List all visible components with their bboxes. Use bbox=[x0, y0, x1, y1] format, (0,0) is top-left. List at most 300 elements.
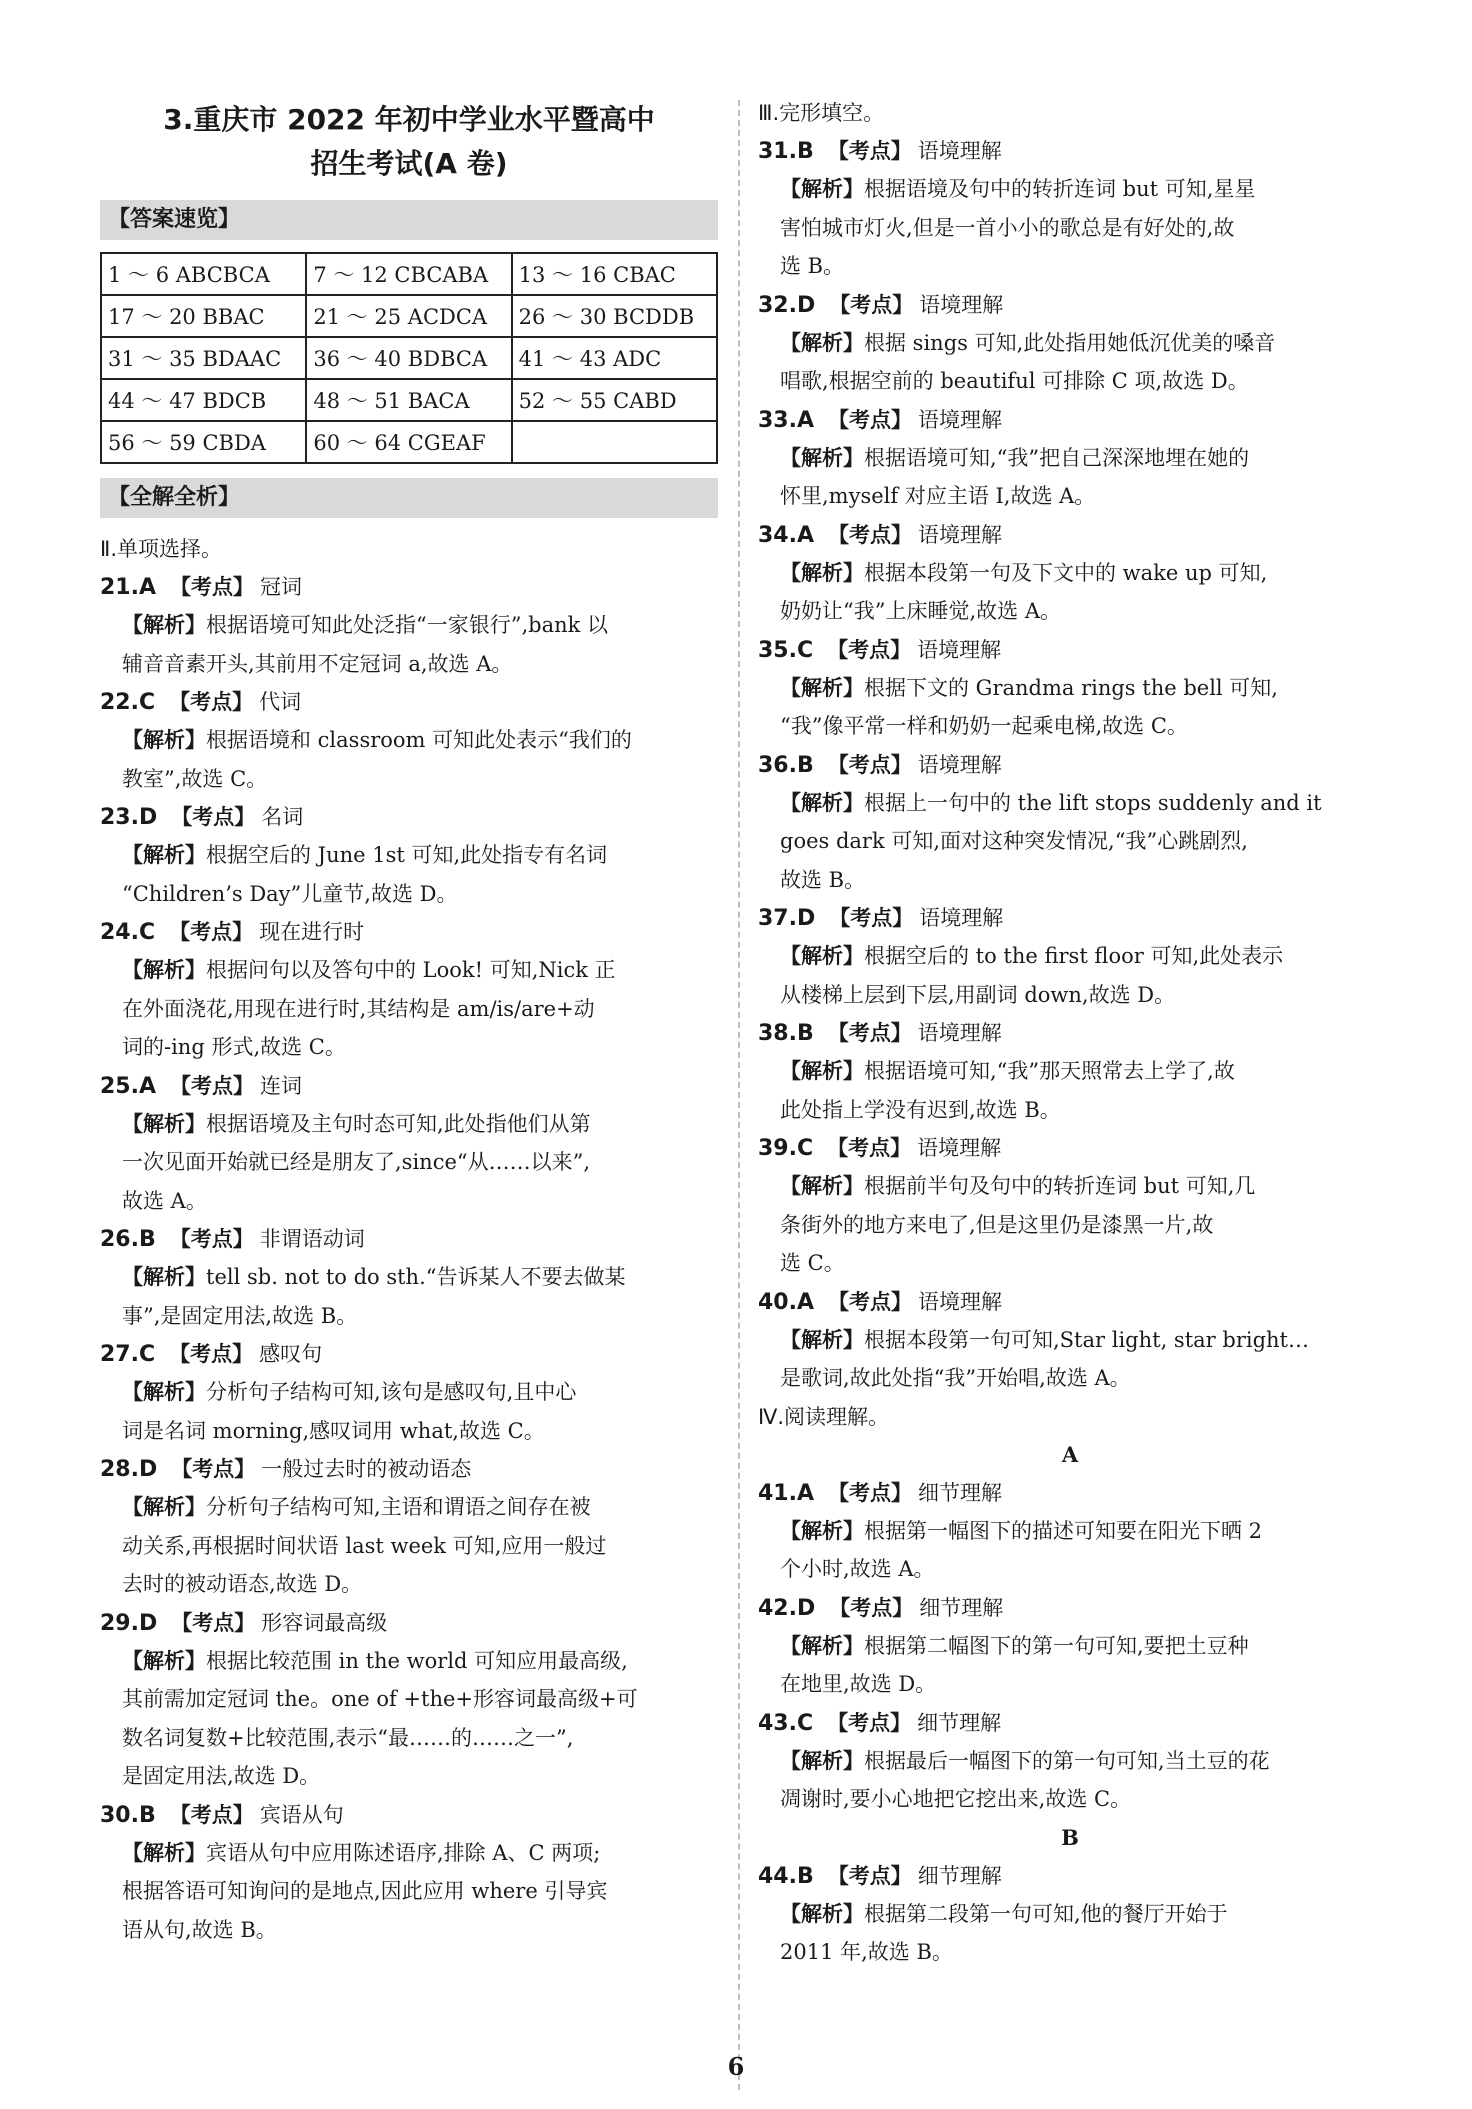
analysis-line bbox=[758, 1895, 1382, 1934]
question-answer: D bbox=[796, 906, 816, 931]
analysis-text: 根据 sings 可知,此处指用她低沉优美的嗓音 bbox=[864, 330, 1276, 355]
question-item bbox=[758, 132, 1382, 286]
analysis-text: 选 C。 bbox=[780, 1251, 845, 1275]
analysis-text: 去时的被动语态,故选 D。 bbox=[122, 1572, 363, 1596]
question-header bbox=[100, 1450, 718, 1488]
question-item bbox=[100, 1335, 718, 1450]
question-answer: C bbox=[796, 637, 814, 663]
question-item bbox=[758, 401, 1382, 516]
question-header bbox=[758, 631, 1382, 669]
jiexi-label: 【解析】 bbox=[122, 1648, 206, 1673]
kaodian-label: 【考点】 bbox=[829, 1595, 914, 1620]
single-choice-items bbox=[100, 568, 718, 1949]
analysis-text: 根据本段第一句及下文中的 wake up 可知, bbox=[864, 560, 1268, 585]
kaodian-label: 【考点】 bbox=[828, 522, 913, 547]
full-analysis-banner: 【全解全析】 bbox=[100, 478, 718, 518]
analysis-line bbox=[758, 784, 1382, 823]
question-topic: 冠词 bbox=[260, 575, 303, 599]
jiexi-label: 【解析】 bbox=[780, 1174, 864, 1198]
question-topic: 语境理解 bbox=[917, 637, 1002, 662]
question-number: 21. bbox=[100, 575, 139, 600]
question-answer: B bbox=[796, 1863, 814, 1889]
jiexi-label: 【解析】 bbox=[780, 445, 864, 470]
analysis-text: 分析句子结构可知,该句是感叹句,且中心 bbox=[206, 1380, 577, 1404]
question-number: 38. bbox=[758, 1021, 797, 1046]
analysis-line bbox=[758, 592, 1382, 631]
analysis-line bbox=[758, 937, 1382, 976]
jiexi-label: 【解析】 bbox=[780, 177, 864, 201]
question-number: 29. bbox=[100, 1610, 139, 1636]
analysis-line bbox=[100, 1488, 718, 1527]
kaodian-label: 【考点】 bbox=[171, 805, 256, 829]
analysis-text: 是固定用法,故选 D。 bbox=[122, 1764, 321, 1788]
kaodian-label: 【考点】 bbox=[169, 1802, 254, 1827]
title-line-2: 招生考试(A 卷) bbox=[310, 147, 508, 180]
jiexi-label: 【解析】 bbox=[780, 944, 864, 968]
jiexi-label: 【解析】 bbox=[780, 1327, 864, 1352]
question-item bbox=[758, 631, 1382, 746]
analysis-line bbox=[100, 990, 718, 1029]
jiexi-label: 【解析】 bbox=[780, 1901, 864, 1926]
question-number: 33. bbox=[758, 407, 797, 433]
analysis-text: 个小时,故选 A。 bbox=[780, 1557, 935, 1581]
question-item bbox=[758, 1704, 1382, 1819]
question-answer: C bbox=[138, 920, 156, 945]
question-answer: B bbox=[796, 752, 814, 778]
question-topic: 语境理解 bbox=[917, 752, 1002, 777]
analysis-text: 其前需加定冠词 the。one of +the+形容词最高级+可 bbox=[122, 1687, 638, 1711]
analysis-text: 奶奶让“我”上床睡觉,故选 A。 bbox=[780, 599, 1061, 623]
question-number: 37. bbox=[758, 906, 797, 931]
question-topic: 语境理解 bbox=[917, 1021, 1002, 1045]
question-number: 36. bbox=[758, 752, 797, 778]
jiexi-label: 【解析】 bbox=[780, 1059, 864, 1083]
analysis-text: “我”像平常一样和奶奶一起乘电梯,故选 C。 bbox=[780, 714, 1188, 738]
question-header bbox=[100, 913, 718, 951]
answer-table-row bbox=[101, 421, 717, 463]
analysis-line bbox=[758, 1359, 1382, 1398]
answer-table-row bbox=[101, 295, 717, 337]
analysis-text: 词是名词 morning,感叹词用 what,故选 C。 bbox=[122, 1418, 545, 1443]
analysis-text: 2011 年,故选 B。 bbox=[780, 1940, 953, 1964]
analysis-line bbox=[758, 1512, 1382, 1551]
question-item bbox=[100, 683, 718, 798]
analysis-line bbox=[100, 1911, 718, 1950]
question-topic: 语境理解 bbox=[918, 1289, 1003, 1314]
analysis-text: 根据上一句中的 the lift stops suddenly and it bbox=[864, 790, 1322, 815]
analysis-text: 根据语境及主句时态可知,此处指他们从第 bbox=[206, 1111, 591, 1136]
analysis-line bbox=[758, 1206, 1382, 1245]
analysis-text: tell sb. not to do sth.“告诉某人不要去做某 bbox=[206, 1265, 626, 1289]
jiexi-label: 【解析】 bbox=[780, 1633, 864, 1658]
jiexi-label: 【解析】 bbox=[122, 1380, 206, 1404]
question-header bbox=[758, 1014, 1382, 1052]
analysis-text: 根据下文的 Grandma rings the bell 可知, bbox=[864, 675, 1278, 700]
analysis-line bbox=[100, 645, 718, 684]
analysis-line bbox=[758, 976, 1382, 1015]
analysis-line bbox=[100, 1143, 718, 1182]
question-answer: C bbox=[796, 1136, 814, 1161]
question-answer: D bbox=[796, 292, 816, 318]
analysis-text: 分析句子结构可知,主语和谓语之间存在被 bbox=[206, 1495, 591, 1519]
answer-overview-banner: 【答案速览】 bbox=[100, 200, 718, 240]
left-column bbox=[100, 98, 718, 1949]
question-item bbox=[758, 1857, 1382, 1972]
analysis-line bbox=[100, 1527, 718, 1566]
analysis-text: 选 B。 bbox=[780, 254, 845, 278]
question-header bbox=[758, 132, 1382, 170]
answer-table-cell: 26 ～ 30 BCDDB bbox=[512, 295, 717, 337]
question-number: 35. bbox=[758, 637, 797, 663]
analysis-line bbox=[758, 209, 1382, 248]
analysis-text: goes dark 可知,面对这种突发情况,“我”心跳剧烈, bbox=[780, 829, 1248, 853]
answer-table-cell: 31 ～ 35 BDAAC bbox=[101, 337, 306, 379]
jiexi-label: 【解析】 bbox=[780, 790, 864, 815]
analysis-text: 怀里,myself 对应主语 I,故选 A。 bbox=[780, 484, 1096, 508]
jiexi-label: 【解析】 bbox=[122, 1111, 206, 1136]
analysis-text: 此处指上学没有迟到,故选 B。 bbox=[780, 1097, 1061, 1122]
question-answer: A bbox=[138, 575, 157, 600]
analysis-text: 辅音音素开头,其前用不定冠词 a,故选 A。 bbox=[122, 651, 513, 676]
question-number: 27. bbox=[100, 1342, 139, 1367]
analysis-line bbox=[758, 324, 1382, 363]
analysis-text: 根据前半句及句中的转折连词 but 可知,几 bbox=[864, 1174, 1256, 1198]
analysis-line bbox=[100, 606, 718, 645]
analysis-line bbox=[758, 1780, 1382, 1819]
analysis-text: 事”,是固定用法,故选 B。 bbox=[122, 1303, 358, 1328]
question-header bbox=[100, 1067, 718, 1105]
analysis-line bbox=[758, 1550, 1382, 1589]
kaodian-label: 【考点】 bbox=[169, 1342, 254, 1366]
analysis-text: 根据语境及句中的转折连词 but 可知,星星 bbox=[864, 177, 1256, 201]
answer-table-cell: 36 ～ 40 BDBCA bbox=[306, 337, 511, 379]
analysis-text: 宾语从句中应用陈述语序,排除 A、C 两项; bbox=[206, 1840, 601, 1865]
analysis-text: 语从句,故选 B。 bbox=[122, 1917, 277, 1942]
question-topic: 宾语从句 bbox=[259, 1802, 344, 1827]
question-header bbox=[100, 683, 718, 721]
answer-table-cell: 56 ～ 59 CBDA bbox=[101, 421, 306, 463]
question-number: 34. bbox=[758, 522, 797, 548]
question-number: 23. bbox=[100, 805, 139, 830]
analysis-line bbox=[100, 1297, 718, 1336]
question-topic: 语境理解 bbox=[918, 522, 1003, 547]
answer-table-cell: 48 ～ 51 BACA bbox=[306, 379, 511, 421]
question-answer: D bbox=[138, 805, 158, 830]
question-item bbox=[100, 568, 718, 683]
question-number: 40. bbox=[758, 1289, 797, 1315]
analysis-line bbox=[100, 1028, 718, 1067]
analysis-line bbox=[100, 951, 718, 990]
question-number: 31. bbox=[758, 139, 797, 164]
analysis-text: 根据第二段第一句可知,他的餐厅开始于 bbox=[864, 1901, 1228, 1926]
question-item bbox=[758, 286, 1382, 401]
jiexi-label: 【解析】 bbox=[780, 1518, 864, 1543]
question-number: 43. bbox=[758, 1710, 797, 1736]
analysis-text: 根据本段第一句可知,Star light, star bright… bbox=[864, 1327, 1309, 1352]
kaodian-label: 【考点】 bbox=[827, 1710, 912, 1735]
analysis-line bbox=[758, 861, 1382, 900]
analysis-line bbox=[100, 1757, 718, 1796]
analysis-line bbox=[100, 721, 718, 760]
analysis-text: 凋谢时,要小心地把它挖出来,故选 C。 bbox=[780, 1787, 1132, 1811]
question-answer: A bbox=[796, 407, 815, 433]
section-heading-cloze: Ⅲ.完形填空。 bbox=[758, 101, 885, 125]
column-divider bbox=[738, 100, 740, 2090]
analysis-text: 根据空后的 June 1st 可知,此处指专有名词 bbox=[206, 843, 608, 867]
question-header bbox=[758, 899, 1382, 937]
jiexi-label: 【解析】 bbox=[122, 843, 206, 867]
kaodian-label: 【考点】 bbox=[827, 752, 912, 777]
question-answer: B bbox=[138, 1227, 156, 1252]
kaodian-label: 【考点】 bbox=[828, 1480, 913, 1505]
right-column bbox=[758, 94, 1382, 1972]
jiexi-label: 【解析】 bbox=[122, 613, 206, 637]
analysis-line bbox=[758, 1052, 1382, 1091]
analysis-line bbox=[758, 247, 1382, 286]
analysis-text: 条街外的地方来电了,但是这里仍是漆黑一片,故 bbox=[780, 1212, 1214, 1237]
question-answer: B bbox=[796, 139, 814, 164]
analysis-text: 词的-ing 形式,故选 C。 bbox=[122, 1035, 346, 1059]
analysis-text: 教室”,故选 C。 bbox=[122, 766, 268, 791]
question-header bbox=[758, 1704, 1382, 1742]
answer-table-row bbox=[101, 253, 717, 295]
analysis-line bbox=[758, 439, 1382, 478]
question-item bbox=[758, 516, 1382, 631]
question-header bbox=[758, 1129, 1382, 1167]
question-header bbox=[758, 1283, 1382, 1321]
question-item bbox=[100, 798, 718, 913]
question-answer: A bbox=[796, 522, 815, 548]
question-topic: 语境理解 bbox=[919, 292, 1004, 317]
analysis-line bbox=[758, 1091, 1382, 1130]
question-number: 28. bbox=[100, 1457, 139, 1482]
question-item bbox=[100, 913, 718, 1067]
question-answer: D bbox=[138, 1457, 158, 1482]
cloze-items bbox=[758, 132, 1382, 1398]
question-answer: C bbox=[138, 690, 156, 715]
question-topic: 一般过去时的被动语态 bbox=[261, 1457, 472, 1481]
analysis-text: 根据第二幅图下的第一句可知,要把土豆种 bbox=[864, 1633, 1249, 1658]
analysis-text: 根据语境和 classroom 可知此处表示“我们的 bbox=[206, 728, 632, 752]
analysis-text: 唱歌,根据空前的 beautiful 可排除 C 项,故选 D。 bbox=[780, 369, 1249, 393]
jiexi-label: 【解析】 bbox=[122, 1840, 206, 1865]
question-header bbox=[758, 286, 1382, 324]
kaodian-label: 【考点】 bbox=[827, 1136, 912, 1160]
question-topic: 现在进行时 bbox=[259, 920, 365, 944]
answer-table-cell: 1 ～ 6 ABCBCA bbox=[101, 253, 306, 295]
question-topic: 语境理解 bbox=[917, 1136, 1002, 1160]
jiexi-label: 【解析】 bbox=[122, 1495, 206, 1519]
question-topic: 语境理解 bbox=[918, 407, 1003, 432]
analysis-line bbox=[100, 1105, 718, 1144]
kaodian-label: 【考点】 bbox=[171, 1610, 256, 1635]
question-answer: A bbox=[796, 1289, 815, 1315]
analysis-line bbox=[758, 1933, 1382, 1972]
question-number: 24. bbox=[100, 920, 139, 945]
analysis-line bbox=[100, 1412, 718, 1451]
question-number: 26. bbox=[100, 1227, 139, 1252]
question-topic: 代词 bbox=[259, 690, 302, 714]
question-topic: 名词 bbox=[261, 805, 304, 829]
analysis-text: 根据第一幅图下的描述可知要在阳光下晒 2 bbox=[864, 1518, 1263, 1543]
question-header bbox=[758, 746, 1382, 784]
question-topic: 语境理解 bbox=[917, 139, 1002, 163]
question-item bbox=[758, 1129, 1382, 1283]
analysis-line bbox=[758, 1244, 1382, 1283]
question-header bbox=[758, 516, 1382, 554]
section-heading-reading: Ⅳ.阅读理解。 bbox=[758, 1404, 890, 1429]
analysis-text: 故选 A。 bbox=[122, 1188, 207, 1213]
analysis-line bbox=[100, 760, 718, 799]
analysis-line bbox=[100, 1373, 718, 1412]
question-answer: D bbox=[796, 1595, 816, 1621]
analysis-line bbox=[100, 1680, 718, 1719]
jiexi-label: 【解析】 bbox=[780, 675, 864, 700]
page-title bbox=[100, 98, 718, 186]
kaodian-label: 【考点】 bbox=[829, 292, 914, 317]
answer-table-row bbox=[101, 337, 717, 379]
analysis-line bbox=[758, 1742, 1382, 1781]
question-item bbox=[100, 1067, 718, 1221]
question-header bbox=[100, 1796, 718, 1834]
answer-table-cell bbox=[512, 421, 717, 463]
kaodian-label: 【考点】 bbox=[827, 1863, 912, 1888]
answer-table-cell: 17 ～ 20 BBAC bbox=[101, 295, 306, 337]
question-answer: B bbox=[796, 1021, 814, 1046]
answer-table bbox=[100, 252, 718, 464]
analysis-text: 根据比较范围 in the world 可知应用最高级, bbox=[206, 1648, 628, 1673]
analysis-text: 故选 B。 bbox=[780, 867, 866, 892]
question-header bbox=[100, 1220, 718, 1258]
jiexi-label: 【解析】 bbox=[780, 560, 864, 585]
jiexi-label: 【解析】 bbox=[122, 958, 206, 982]
question-item bbox=[758, 899, 1382, 1014]
analysis-text: 根据语境可知,“我”把自己深深地埋在她的 bbox=[864, 445, 1250, 470]
question-number: 41. bbox=[758, 1480, 797, 1506]
question-number: 30. bbox=[100, 1802, 139, 1828]
analysis-line bbox=[100, 836, 718, 875]
kaodian-label: 【考点】 bbox=[827, 1021, 912, 1045]
question-answer: A bbox=[796, 1480, 815, 1506]
analysis-text: 根据问句以及答句中的 Look! 可知,Nick 正 bbox=[206, 958, 616, 982]
answer-table-cell: 52 ～ 55 CABD bbox=[512, 379, 717, 421]
question-number: 44. bbox=[758, 1863, 797, 1889]
question-item bbox=[100, 1450, 718, 1604]
question-answer: C bbox=[796, 1710, 814, 1736]
jiexi-label: 【解析】 bbox=[780, 1748, 864, 1773]
analysis-line bbox=[100, 1642, 718, 1681]
question-item bbox=[758, 1474, 1382, 1589]
kaodian-label: 【考点】 bbox=[829, 906, 914, 930]
question-item bbox=[100, 1220, 718, 1335]
analysis-text: 根据语境可知此处泛指“一家银行”,bank 以 bbox=[206, 613, 609, 637]
question-header bbox=[758, 1857, 1382, 1895]
jiexi-label: 【解析】 bbox=[122, 1265, 206, 1289]
analysis-line bbox=[100, 1719, 718, 1758]
question-topic: 细节理解 bbox=[918, 1480, 1003, 1505]
answer-table-cell: 21 ～ 25 ACDCA bbox=[306, 295, 511, 337]
question-topic: 细节理解 bbox=[917, 1863, 1002, 1888]
answer-table-row bbox=[101, 379, 717, 421]
analysis-text: 动关系,再根据时间状语 last week 可知,应用一般过 bbox=[122, 1533, 607, 1558]
question-item bbox=[100, 1604, 718, 1796]
answer-table-cell: 44 ～ 47 BDCB bbox=[101, 379, 306, 421]
analysis-line bbox=[758, 822, 1382, 861]
question-topic: 形容词最高级 bbox=[261, 1610, 388, 1635]
analysis-text: 是歌词,故此处指“我”开始唱,故选 A。 bbox=[780, 1366, 1131, 1390]
question-topic: 细节理解 bbox=[919, 1595, 1004, 1620]
analysis-text: 根据最后一幅图下的第一句可知,当土豆的花 bbox=[864, 1748, 1270, 1773]
analysis-line bbox=[758, 1665, 1382, 1704]
question-topic: 感叹句 bbox=[259, 1342, 323, 1366]
reading-a-items bbox=[758, 1474, 1382, 1819]
analysis-line bbox=[758, 1321, 1382, 1360]
reading-b-items bbox=[758, 1857, 1382, 1972]
kaodian-label: 【考点】 bbox=[170, 1073, 255, 1098]
answer-table-cell: 13 ～ 16 CBAC bbox=[512, 253, 717, 295]
kaodian-label: 【考点】 bbox=[170, 575, 255, 599]
analysis-text: 根据语境可知,“我”那天照常去上学了,故 bbox=[864, 1059, 1235, 1083]
kaodian-label: 【考点】 bbox=[171, 1457, 256, 1481]
analysis-text: “Children’s Day”儿童节,故选 D。 bbox=[122, 881, 458, 906]
question-item bbox=[758, 746, 1382, 900]
question-header bbox=[758, 1474, 1382, 1512]
question-topic: 细节理解 bbox=[917, 1710, 1002, 1735]
kaodian-label: 【考点】 bbox=[169, 690, 254, 714]
section-heading-single-choice: Ⅱ.单项选择。 bbox=[100, 537, 223, 561]
kaodian-label: 【考点】 bbox=[169, 920, 254, 944]
answer-table-cell: 41 ～ 43 ADC bbox=[512, 337, 717, 379]
analysis-line bbox=[100, 1872, 718, 1911]
question-topic: 非谓语动词 bbox=[259, 1227, 365, 1251]
question-number: 25. bbox=[100, 1073, 139, 1099]
question-item bbox=[758, 1283, 1382, 1398]
analysis-text: 在地里,故选 D。 bbox=[780, 1672, 937, 1696]
analysis-line bbox=[758, 707, 1382, 746]
question-item bbox=[758, 1014, 1382, 1129]
question-header bbox=[100, 568, 718, 606]
question-header bbox=[758, 1589, 1382, 1627]
analysis-text: 一次见面开始就已经是朋友了,since“从……以来”, bbox=[122, 1150, 591, 1174]
reading-part-a: A bbox=[1061, 1441, 1079, 1467]
answer-table-cell: 60 ～ 64 CGEAF bbox=[306, 421, 511, 463]
question-header bbox=[100, 1335, 718, 1373]
question-header bbox=[100, 798, 718, 836]
analysis-text: 根据答语可知询问的是地点,因此应用 where 引导宾 bbox=[122, 1879, 608, 1903]
kaodian-label: 【考点】 bbox=[828, 407, 913, 432]
question-item bbox=[100, 1796, 718, 1950]
analysis-line bbox=[100, 875, 718, 914]
analysis-line bbox=[758, 554, 1382, 593]
question-number: 42. bbox=[758, 1595, 797, 1621]
title-line-1: 3.重庆市 2022 年初中学业水平暨高中 bbox=[163, 103, 655, 136]
question-number: 22. bbox=[100, 690, 139, 715]
reading-part-b: B bbox=[1061, 1824, 1079, 1850]
kaodian-label: 【考点】 bbox=[169, 1227, 254, 1251]
answer-table-cell: 7 ～ 12 CBCABA bbox=[306, 253, 511, 295]
kaodian-label: 【考点】 bbox=[827, 637, 912, 662]
analysis-line bbox=[100, 1834, 718, 1873]
page-number: 6 bbox=[727, 2052, 745, 2081]
question-answer: B bbox=[138, 1802, 156, 1828]
analysis-text: 从楼梯上层到下层,用副词 down,故选 D。 bbox=[780, 982, 1176, 1007]
question-topic: 语境理解 bbox=[919, 906, 1004, 930]
jiexi-label: 【解析】 bbox=[122, 728, 206, 752]
analysis-line bbox=[758, 669, 1382, 708]
question-header bbox=[100, 1604, 718, 1642]
question-item bbox=[758, 1589, 1382, 1704]
analysis-line bbox=[758, 170, 1382, 209]
